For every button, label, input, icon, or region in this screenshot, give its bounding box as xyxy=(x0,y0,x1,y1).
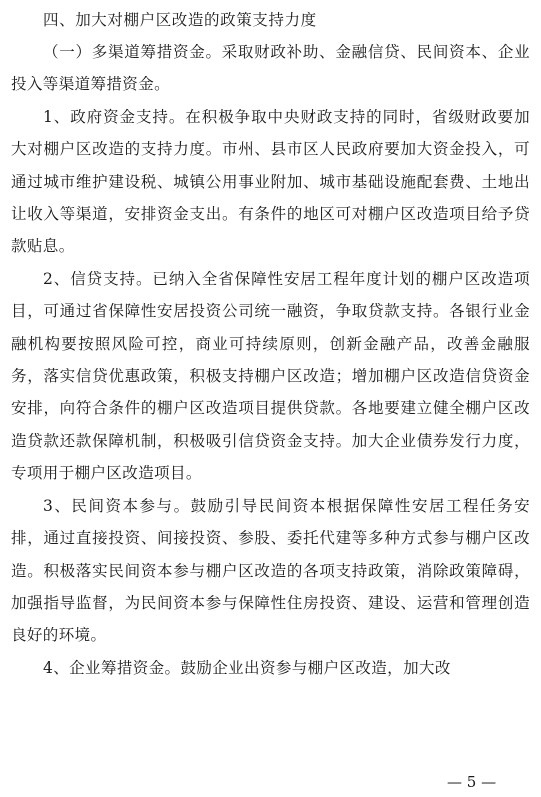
paragraph-enterprise-funding: 4、企业筹措资金。鼓励企业出资参与棚户区改造，加大改 xyxy=(43,658,451,677)
subsection-heading: （一）多渠道筹措资金。采取财政补助、金融信贷、民间资本、企业投入等渠道筹措资金。 xyxy=(11,43,530,94)
paragraph-government-funding: 1、政府资金支持。在积极争取中央财政支持的同时，省级财政要加大对棚户区改造的支持力度。市州、县市区人民政府要加大资金投入，可通过城市维护建设税、城镇公用事业附加、城市基础设施配套费、土地出让收入等渠道，安排资金支出。有条件的地区可对棚户区改造项目给予贷款贴息。 xyxy=(11,107,530,256)
page-number: — 5 — xyxy=(447,773,497,791)
paragraph-credit-support: 2、信贷支持。已纳入全省保障性安居工程年度计划的棚户区改造项目，可通过省保障性安居投资公司统一融资，争取贷款支持。各银行业金融机构要按照风险可控，商业可持续原则，创新金融产品，改善金融服务，落实信贷优惠政策，积极支持棚户区改造；增加棚户区改造信贷资金安排，向符合条件的棚户区改造项目提供贷款。各地要建立健全棚户区改造贷款还款保障机制，积极吸引信贷资金支持。加大企业债券发行力度，专项用于棚户区改造项目。 xyxy=(11,269,530,483)
paragraph-private-capital: 3、民间资本参与。鼓励引导民间资本根据保障性安居工程任务安排，通过直接投资、间接投资、参股、委托代建等多种方式参与棚户区改造。积极落实民间资本参与棚户区改造的各项支持政策，消除政策障碍，加强指导监督，为民间资本参与保障性住房投资、建设、运营和管理创造良好的环境。 xyxy=(11,496,530,645)
document-body xyxy=(11,4,530,684)
section-heading: 四、加大对棚户区改造的政策支持力度 xyxy=(43,11,317,29)
